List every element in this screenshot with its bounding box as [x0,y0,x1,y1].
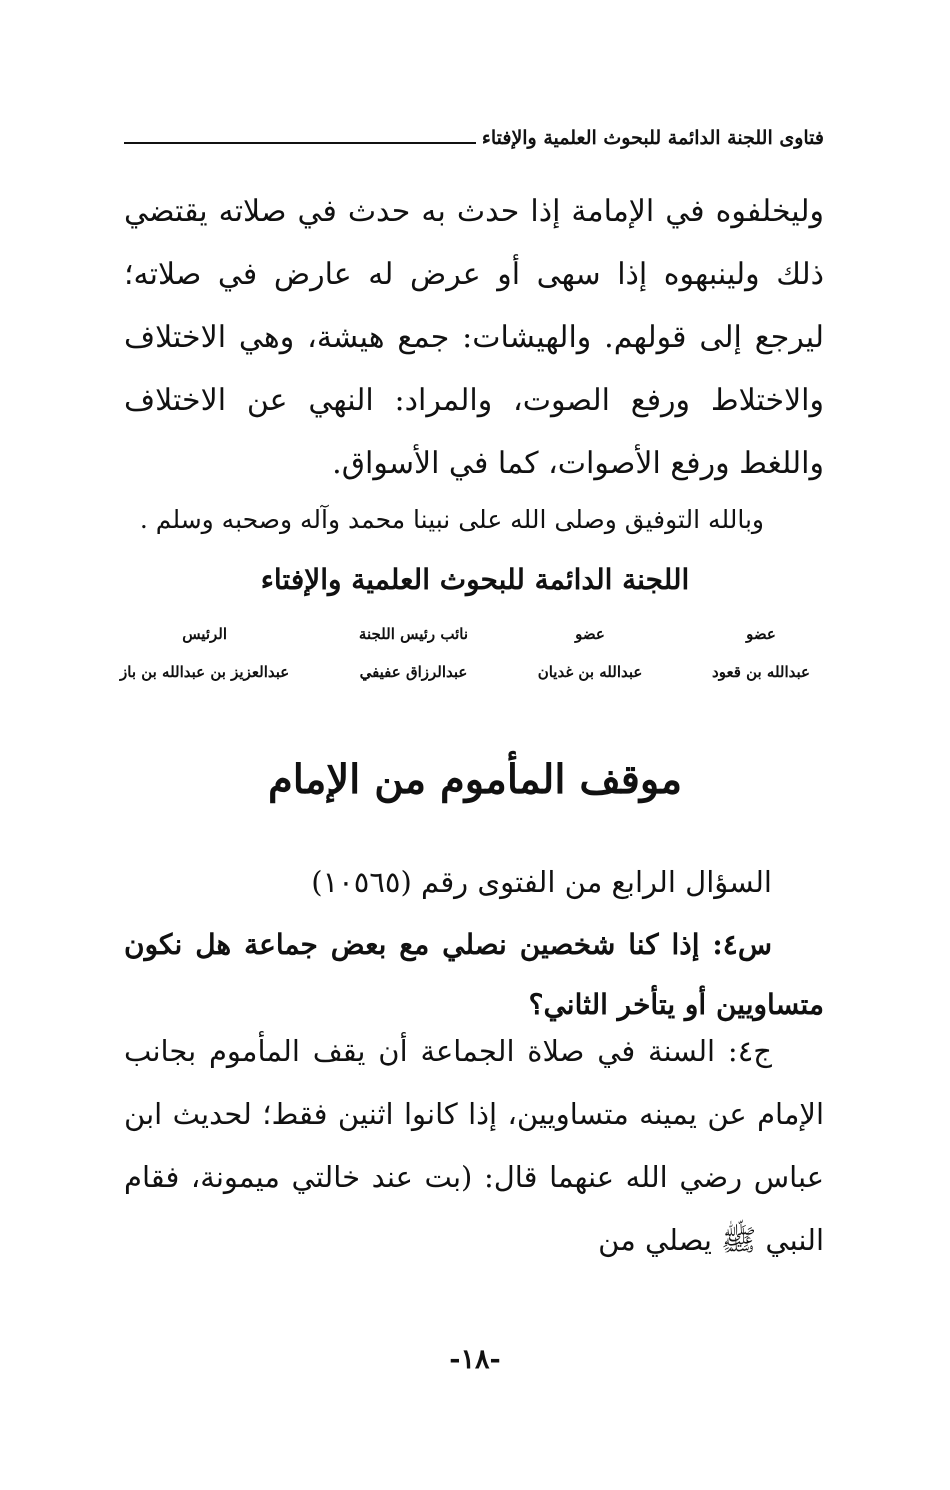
question-block [124,915,824,1035]
signatory-4 [712,615,810,691]
page-number: -١٨- [449,1344,501,1375]
paragraph-text: وليخلفوه في الإمامة إذا حدث به حدث في صلاته يقتضي ذلك ولينبهوه إذا سهى أو عرض له عارض في صلاته؛ ليرجع إلى قولهم. والهيشات: جمع هيشة، وهي الاختلاف والاختلاط ورفع الصوت، والمراد: النهي عن الاختلاف واللغط ورفع الأصوات، كما في الأسواق. [124,194,824,481]
signatory-3 [538,615,643,691]
closing-formula: وبالله التوفيق وصلى الله على نبينا محمد وآله وصحبه وسلم . [139,505,764,534]
signatory-name: عبدالله بن قعود [712,663,810,681]
signatures-block [120,615,810,691]
signatory-role: عضو [746,625,776,643]
section-title: موقف المأموم من الإمام [267,756,683,803]
signatory-2 [359,615,468,691]
committee-name: اللجنة الدائمة للبحوث العلمية والإفتاء [260,563,690,596]
signatory-role: الرئيس [182,625,228,643]
signatory-1 [120,615,289,691]
running-header [124,108,824,148]
answer-text: ج٤: السنة في صلاة الجماعة أن يقف المأموم بجانب الإمام عن يمينه متساويين، إذا كانوا اثنين فقط؛ لحديث ابن عباس رضي الله عنهما قال: (بت عند خالتي ميمونة، فقام النبي ﷺ يصلي من [124,1034,824,1257]
answer-block [124,1020,824,1272]
question-reference: السؤال الرابع من الفتوى رقم (١٠٥٦٥) [311,865,772,899]
signatory-role: عضو [575,625,605,643]
signatory-role: نائب رئيس اللجنة [358,625,469,643]
question-text: س٤: إذا كنا شخصين نصلي مع بعض جماعة هل نكون متساويين أو يتأخر الثاني؟ [124,928,824,1021]
signatory-name: عبدالله بن غديان [537,663,643,681]
header-title: فتاوى اللجنة الدائمة للبحوث العلمية والإفتاء [481,127,824,149]
signatory-name: عبدالعزيز بن عبدالله بن باز [120,663,290,681]
signatory-name: عبدالرزاق عفيفي [359,663,468,681]
paragraph-continuation [124,180,824,495]
header-rule [124,142,476,144]
